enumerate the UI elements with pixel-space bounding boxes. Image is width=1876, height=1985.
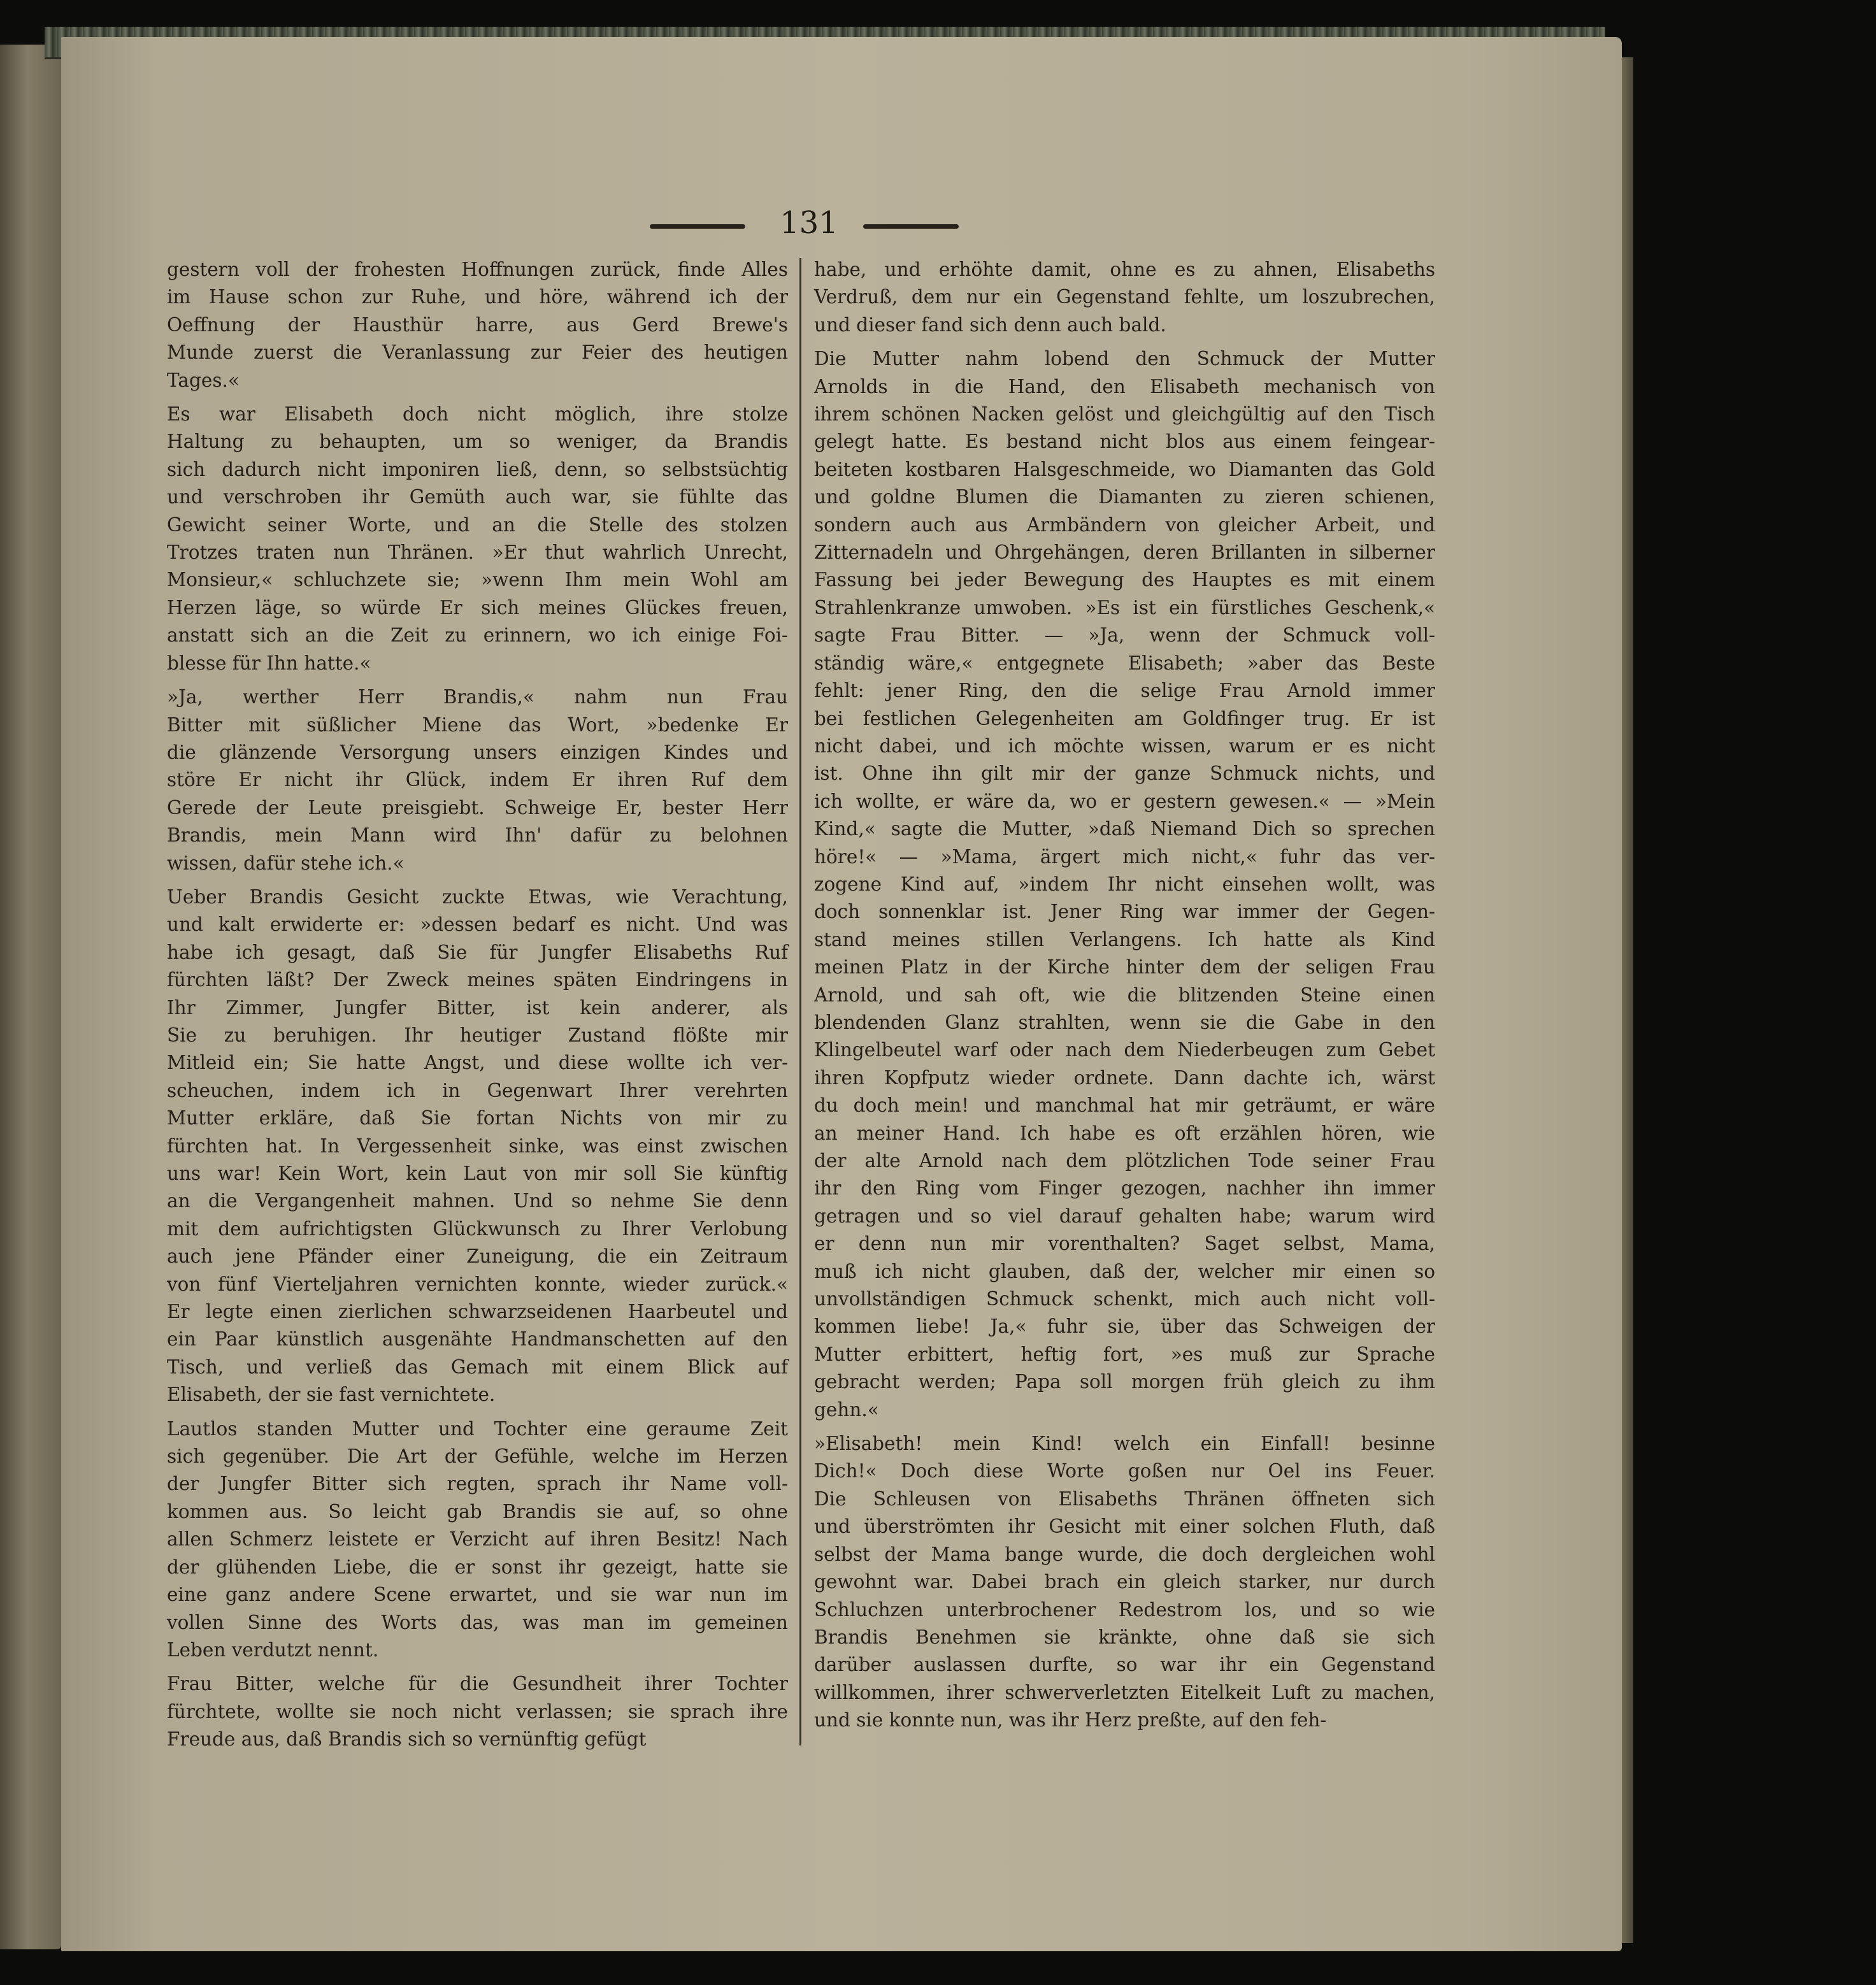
- text-line: meinen Platz in der Kirche hinter dem der seligen Frau: [814, 956, 1435, 978]
- text-line: fehlt: jener Ring, den die selige Frau Arnold immer: [814, 680, 1435, 702]
- text-line: eine ganz andere Scene erwartet, und sie war nun im: [167, 1584, 788, 1606]
- text-line: störe Er nicht ihr Glück, indem Er ihren Ruf dem: [167, 769, 788, 791]
- text-line: du doch mein! und manchmal hat mir geträumt, er wäre: [814, 1094, 1435, 1117]
- text-line: getragen und so viel darauf gehalten habe; warum wird: [814, 1205, 1435, 1227]
- text-line: habe, und erhöhte damit, ohne es zu ahnen, Elisabeths: [814, 259, 1435, 280]
- text-line: Zitternadeln und Ohrgehängen, deren Brillanten in silberner: [814, 541, 1435, 564]
- text-line: Mutter erbittert, heftig fort, »es muß zur Sprache: [814, 1343, 1435, 1365]
- text-line: Oeffnung der Hausthür harre, aus Gerd Brewe's: [167, 313, 788, 336]
- text-line: sich dadurch nicht imponiren ließ, denn, so selbstsüchtig: [167, 458, 788, 480]
- text-line: stand meines stillen Verlangens. Ich hatte als Kind: [814, 928, 1435, 950]
- text-line: muß ich nicht glauben, daß der, welcher mir einen so: [814, 1260, 1435, 1282]
- text-line: Ihr Zimmer, Jungfer Bitter, ist kein anderer, als: [167, 996, 788, 1019]
- text-line: Brandis, mein Mann wird Ihn' dafür zu belohnen: [167, 824, 788, 847]
- column-divider: [799, 258, 801, 1745]
- text-line: darüber auslassen durfte, so war ihr ein Gegenstand: [814, 1654, 1435, 1676]
- text-line: Lautlos standen Mutter und Tochter eine geraume Zeit: [167, 1417, 788, 1440]
- text-line: und verschroben ihr Gemüth auch war, sie fühlte das: [167, 486, 788, 508]
- paragraph-gap: [167, 877, 788, 884]
- text-line: Freude aus, daß Brandis sich so vernünftig gefügt: [167, 1728, 647, 1751]
- text-line: er denn nun mir vorenthalten? Saget selbst, Mama,: [814, 1233, 1435, 1255]
- text-line: ich wollte, er wäre da, wo er gestern gewesen.« — »Mein: [814, 790, 1435, 812]
- text-line: Kind,« sagte die Mutter, »daß Niemand Dich so sprechen: [814, 818, 1435, 840]
- text-line: ihrem schönen Nacken gelöst und gleichgültig auf den Tisch: [814, 403, 1435, 426]
- text-line: Strahlenkranze umwoben. »Es ist ein fürstliches Geschenk,«: [814, 596, 1435, 619]
- header-rule-right: [863, 224, 959, 229]
- text-line: Frau Bitter, welche für die Gesundheit ihrer Tochter: [167, 1673, 788, 1695]
- text-line: an meiner Hand. Ich habe es oft erzählen hören, wie: [814, 1122, 1435, 1144]
- text-line: fürchtete, wollte sie noch nicht verlassen; sie sprach ihre: [167, 1700, 788, 1723]
- paragraph: [167, 884, 788, 1409]
- text-line: und goldne Blumen die Diamanten zu zieren schienen,: [814, 486, 1435, 508]
- text-line: und überströmten ihr Gesicht mit einer solchen Fluth, daß: [814, 1516, 1435, 1538]
- text-line: gehn.«: [814, 1398, 879, 1421]
- text-line: gelegt hatte. Es bestand nicht blos aus einem feingear-: [814, 431, 1435, 453]
- paragraph-gap: [814, 339, 1435, 345]
- text-line: Sie zu beruhigen. Ihr heutiger Zustand flößte mir: [167, 1024, 788, 1046]
- text-line: bei festlichen Gelegenheiten am Goldfinger trug. Er ist: [814, 707, 1435, 729]
- text-line: ihr den Ring vom Finger gezogen, nachher ihn immer: [814, 1177, 1435, 1200]
- previous-page-edge: [0, 45, 61, 1949]
- paragraph: [167, 401, 788, 677]
- text-line: und dieser fand sich denn auch bald.: [814, 313, 1166, 336]
- text-line: ist. Ohne ihn gilt mir der ganze Schmuck nichts, und: [814, 763, 1435, 785]
- text-line: Die Mutter nahm lobend den Schmuck der Mutter: [814, 348, 1435, 370]
- text-line: »Elisabeth! mein Kind! welch ein Einfall! besinne: [814, 1433, 1435, 1455]
- text-line: auch jene Pfänder einer Zuneigung, die ein Zeitraum: [167, 1245, 788, 1268]
- text-line: uns war! Kein Wort, kein Laut von mir soll Sie künftig: [167, 1163, 788, 1184]
- left-column: [167, 256, 788, 1754]
- text-line: sondern auch aus Armbändern von gleicher Arbeit, und: [814, 513, 1435, 536]
- paragraph: [167, 1415, 788, 1665]
- text-line: »Ja, werther Herr Brandis,« nahm nun Frau: [167, 686, 788, 708]
- text-line: Verdruß, dem nur ein Gegenstand fehlte, um loszubrechen,: [814, 286, 1435, 308]
- text-line: unvollständigen Schmuck schenkt, mich auch nicht voll-: [814, 1288, 1435, 1310]
- text-line: gestern voll der frohesten Hoffnungen zurück, finde Alles: [167, 259, 788, 280]
- right-column: [814, 256, 1435, 1735]
- text-line: Schluchzen unterbrochener Redestrom los, und so wie: [814, 1598, 1435, 1621]
- text-line: von fünf Vierteljahren vernichten konnte, wieder zurück.«: [167, 1273, 788, 1295]
- text-line: sagte Frau Bitter. — »Ja, wenn der Schmuck voll-: [814, 624, 1435, 647]
- text-line: Tisch, und verließ das Gemach mit einem Blick auf: [167, 1356, 788, 1378]
- text-line: gebracht werden; Papa soll morgen früh gleich zu ihm: [814, 1371, 1435, 1393]
- text-line: Gerede der Leute preisgiebt. Schweige Er, bester Herr: [167, 796, 788, 819]
- text-line: Brandis Benehmen sie kränkte, ohne daß sie sich: [814, 1626, 1435, 1648]
- paragraph-gap: [167, 1664, 788, 1670]
- paragraph: [167, 1670, 788, 1753]
- text-line: Arnold, und sah oft, wie die blitzenden Steine einen: [814, 984, 1435, 1006]
- text-line: zogene Kind auf, »indem Ihr nicht einsehen wollt, was: [814, 873, 1435, 895]
- text-line: ihren Kopfputz wieder ordnete. Dann dachte ich, wärst: [814, 1066, 1435, 1089]
- text-line: scheuchen, indem ich in Gegenwart Ihrer verehrten: [167, 1079, 788, 1101]
- text-line: doch sonnenklar ist. Jener Ring war immer der Gegen-: [814, 901, 1435, 923]
- text-line: blendenden Glanz strahlten, wenn sie die Gabe in den: [814, 1011, 1435, 1033]
- paragraph: [814, 1430, 1435, 1734]
- text-line: Mutter erkläre, daß Sie fortan Nichts von mir zu: [167, 1107, 788, 1129]
- page-number: 131: [780, 205, 838, 241]
- text-line: der alte Arnold nach dem plötzlichen Tode seiner Frau: [814, 1150, 1435, 1172]
- text-line: Haltung zu behaupten, um so weniger, da Brandis: [167, 431, 788, 453]
- paragraph: [167, 684, 788, 877]
- header-rule-left: [650, 224, 745, 229]
- text-line: gewohnt war. Dabei brach ein gleich starker, nur durch: [814, 1571, 1435, 1593]
- text-line: Ueber Brandis Gesicht zuckte Etwas, wie Verachtung,: [167, 885, 788, 908]
- text-line: kommen aus. So leicht gab Brandis sie auf, so ohne: [167, 1500, 788, 1523]
- page-shadow-edge: [1622, 57, 1633, 1943]
- text-line: Munde zuerst die Veranlassung zur Feier des heutigen: [167, 341, 788, 364]
- text-line: selbst der Mama bange wurde, die doch dergleichen wohl: [814, 1543, 1435, 1565]
- text-line: Mitleid ein; Sie hatte Angst, und diese wollte ich ver-: [167, 1052, 788, 1074]
- text-line: willkommen, ihrer schwerverletzten Eitelkeit Luft zu machen,: [814, 1681, 1435, 1703]
- text-line: blesse für Ihn hatte.«: [167, 652, 371, 674]
- text-line: fürchten hat. In Vergessenheit sinke, was einst zwischen: [167, 1135, 788, 1157]
- text-line: Fassung bei jeder Bewegung des Hauptes es mit einem: [814, 569, 1435, 591]
- text-line: Tages.«: [167, 369, 240, 391]
- text-line: mit dem aufrichtigsten Glückwunsch zu Ihrer Verlobung: [167, 1217, 788, 1240]
- text-line: und sie konnte nun, was ihr Herz preßte, auf den feh-: [814, 1709, 1327, 1731]
- text-line: Elisabeth, der sie fast vernichtete.: [167, 1384, 496, 1406]
- text-line: Herzen läge, so würde Er sich meines Glückes freuen,: [167, 596, 788, 619]
- text-line: der glühenden Liebe, die er sonst ihr gezeigt, hatte sie: [167, 1556, 788, 1578]
- text-line: beiteten kostbaren Halsgeschmeide, wo Diamanten das Gold: [814, 458, 1435, 480]
- paragraph-gap: [167, 394, 788, 401]
- text-line: Trotzes traten nun Thränen. »Er thut wahrlich Unrecht,: [167, 541, 788, 564]
- paragraph-gap: [167, 677, 788, 684]
- text-line: Monsieur,« schluchzete sie; »wenn Ihm mein Wohl am: [167, 569, 788, 591]
- text-line: Gewicht seiner Worte, und an die Stelle des stolzen: [167, 513, 788, 536]
- text-line: kommen liebe! Ja,« fuhr sie, über das Schweigen der: [814, 1315, 1435, 1338]
- paragraph-gap: [167, 1409, 788, 1415]
- text-line: an die Vergangenheit mahnen. Und so nehme Sie denn: [167, 1190, 788, 1212]
- text-line: Es war Elisabeth doch nicht möglich, ihre stolze: [167, 403, 788, 426]
- text-line: habe ich gesagt, daß Sie für Jungfer Elisabeths Ruf: [167, 941, 788, 963]
- text-line: vollen Sinne des Worts das, was man im gemeinen: [167, 1611, 788, 1633]
- text-line: Klingelbeutel warf oder nach dem Niederbeugen zum Gebet: [814, 1039, 1435, 1061]
- paragraph: [814, 345, 1435, 1424]
- text-line: Leben verdutzt nennt.: [167, 1638, 379, 1661]
- text-line: anstatt sich an die Zeit zu erinnern, wo ich einige Foi-: [167, 624, 788, 647]
- text-line: wissen, dafür stehe ich.«: [167, 852, 405, 874]
- text-line: höre!« — »Mama, ärgert mich nicht,« fuhr das ver-: [814, 845, 1435, 868]
- paragraph-gap: [814, 1424, 1435, 1430]
- text-line: ein Paar künstlich ausgenähte Handmanschetten auf den: [167, 1328, 788, 1351]
- text-line: der Jungfer Bitter sich regten, sprach ihr Name voll-: [167, 1473, 788, 1495]
- text-line: sich gegenüber. Die Art der Gefühle, welche im Herzen: [167, 1445, 788, 1468]
- text-line: Dich!« Doch diese Worte goßen nur Oel ins Feuer.: [814, 1460, 1435, 1482]
- text-line: und kalt erwiderte er: »dessen bedarf es nicht. Und was: [167, 914, 788, 936]
- text-line: nicht dabei, und ich möchte wissen, warum er es nicht: [814, 735, 1435, 757]
- text-line: Er legte einen zierlichen schwarzseidenen Haarbeutel und: [167, 1301, 788, 1323]
- text-line: Arnolds in die Hand, den Elisabeth mechanisch von: [814, 375, 1435, 398]
- text-line: allen Schmerz leistete er Verzicht auf ihren Besitz! Nach: [167, 1528, 788, 1551]
- text-line: die glänzende Versorgung unsers einzigen Kindes und: [167, 741, 788, 763]
- paragraph: [167, 256, 788, 394]
- paragraph: [814, 256, 1435, 339]
- text-line: Die Schleusen von Elisabeths Thränen öffneten sich: [814, 1487, 1435, 1510]
- text-line: ständig wäre,« entgegnete Elisabeth; »aber das Beste: [814, 652, 1435, 674]
- text-line: fürchten läßt? Der Zweck meines späten Eindringens in: [167, 969, 788, 991]
- text-line: Bitter mit süßlicher Miene das Wort, »bedenke Er: [167, 713, 788, 736]
- text-line: im Hause schon zur Ruhe, und höre, während ich der: [167, 286, 788, 308]
